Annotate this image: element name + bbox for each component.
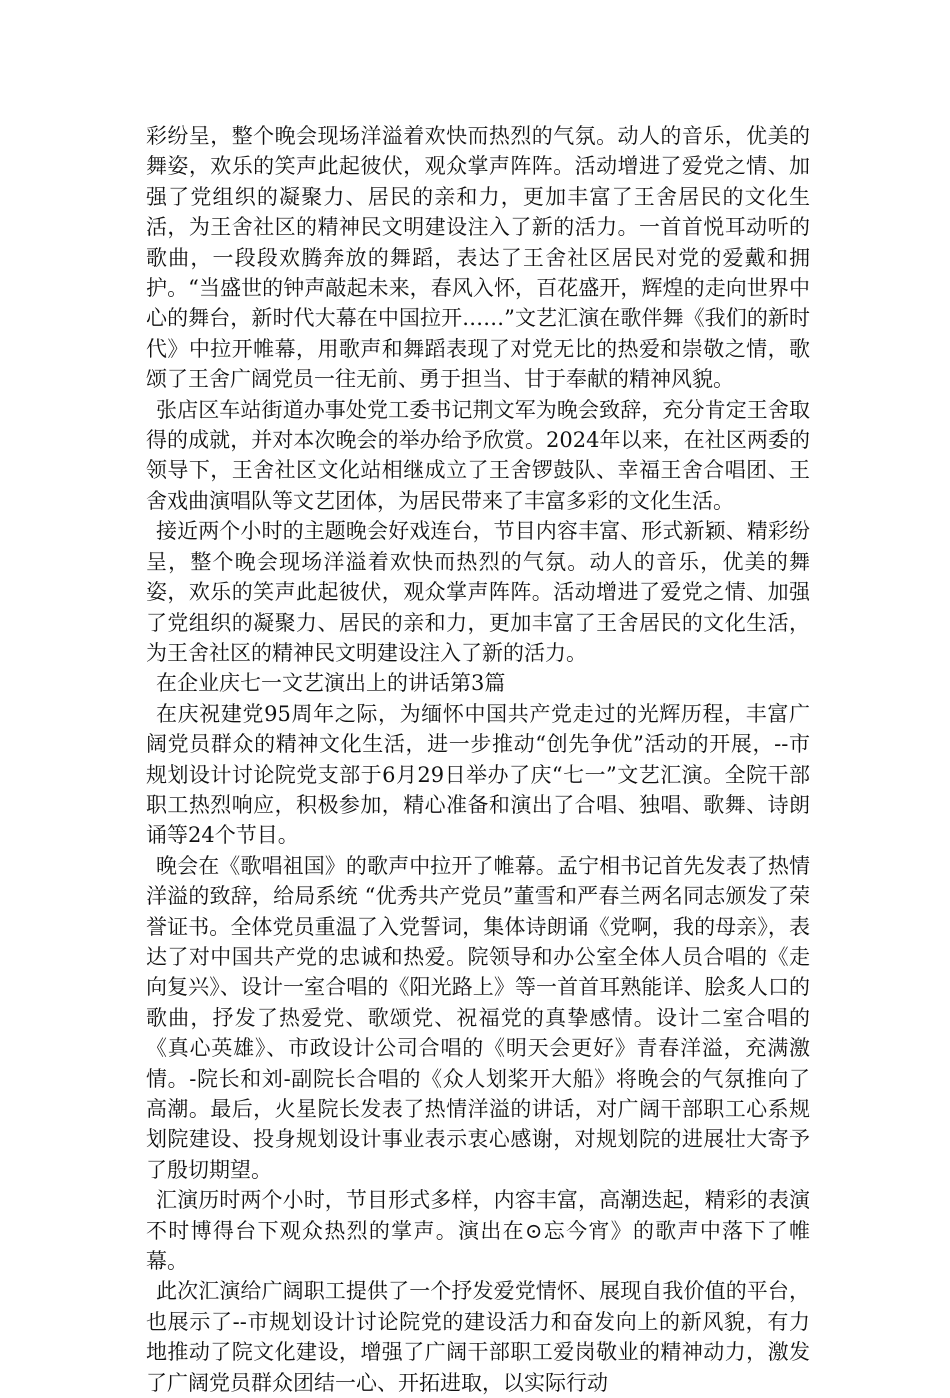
paragraph-continued: 彩纷呈，整个晚会现场洋溢着欢快而热烈的气氛。动人的音乐，优美的舞姿，欢乐的笑声此起彼伏，观众掌声阵阵。活动增进了爱党之情、加强了党组织的凝聚力、居民的亲和力，更加丰富了王舍居民的文化生活，为王舍社区的精神民文明建设注入了新的活力。一首首悦耳动听的歌曲，一段段欢腾奔放的舞蹈，表达了王舍社区居民对党的爱戴和拥护。“当盛世的钟声敲起未来，春风入怀，百花盛开，辉煌的走向世界中心的舞台，新时代大幕在中国拉开……”文艺汇演在歌伴舞《我们的新时代》中拉开帷幕，用歌声和舞蹈表现了对党无比的热爱和崇敬之情，歌颂了王舍广阔党员一往无前、勇于担当、甘于奉献的精神风貌。	[146, 124, 810, 392]
paragraph-program: 晚会在《歌唱祖国》的歌声中拉开了帷幕。孟宁相书记首先发表了热情洋溢的致辞，给局系统 “优秀共产党员”董雪和严春兰两名同志颁发了荣誉证书。全体党员重温了入党誓词，集体诗朗诵《党啊，我的母亲》，表达了对中国共产党的忠诚和热爱。院领导和办公室全体人员合唱的《走向复兴》、设计一室合唱的《阳光路上》等一首首耳熟能详、脍炙人口的歌曲，抒发了热爱党、歌颂党、祝福党的真挚感情。设计二室合唱的《真心英雄》、市政设计公司合唱的《明天会更好》青春洋溢，充满激情。-院长和刘-副院长合唱的《众人划桨开大船》将晚会的气氛推向了高潮。最后，火星院长发表了热情洋溢的讲话，对广阔干部职工心系规划院建设、投身规划设计事业表示衷心感谢，对规划院的进展壮大寄予了殷切期望。	[146, 853, 810, 1182]
paragraph-significance: 此次汇演给广阔职工提供了一个抒发爱党情怀、展现自我价值的平台，也展示了--市规划设计讨论院党的建设活力和奋发向上的新风貌，有力地推动了院文化建设，增强了广阔干部职工爱岗敬业的精神动力，激发了广阔党员群众团结一心、开拓进取，以实际行动	[146, 1279, 810, 1395]
paragraph-evening-summary: 接近两个小时的主题晚会好戏连台，节目内容丰富、形式新颖、精彩纷呈，整个晚会现场洋溢着欢快而热烈的气氛。动人的音乐，优美的舞姿，欢乐的笑声此起彼伏，观众掌声阵阵。活动增进了爱党之情、加强了党组织的凝聚力、居民的亲和力，更加丰富了王舍居民的文化生活，为王舍社区的精神民文明建设注入了新的活力。	[146, 519, 810, 665]
section-heading: 在企业庆七一文艺演出上的讲话第3篇	[156, 671, 506, 696]
document-page	[146, 121, 810, 1398]
paragraph-speech: 张店区车站街道办事处党工委书记荆文军为晚会致辞，充分肯定王舍取得的成就，并对本次晚会的举办给予欣赏。2024年以来，在社区两委的领导下，王舍社区文化站相继成立了王舍锣鼓队、幸福王舍合唱团、王舍戏曲演唱队等文艺团体，为居民带来了丰富多彩的文化生活。	[146, 397, 810, 513]
paragraph-intro: 在庆祝建党95周年之际，为缅怀中国共产党走过的光辉历程，丰富广阔党员群众的精神文化生活，进一步推动“创先争优”活动的开展，--市规划设计讨论院党支部于6月29日举办了庆“七一”文艺汇演。全院干部职工热烈响应，积极参加，精心准备和演出了合唱、独唱、歌舞、诗朗诵等24个节目。	[146, 701, 810, 848]
paragraph-conclusion: 汇演历时两个小时，节目形式多样，内容丰富，高潮迭起，精彩的表演不时博得台下观众热烈的掌声。演出在⊙忘今宵》的歌声中落下了帷幕。	[146, 1188, 810, 1274]
